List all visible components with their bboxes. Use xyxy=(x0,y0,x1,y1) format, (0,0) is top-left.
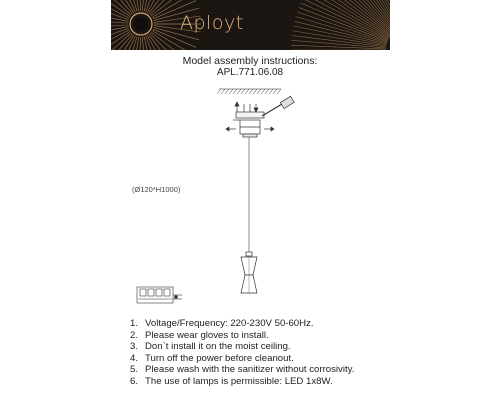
hatch-stroke xyxy=(265,89,269,94)
canopy-mount-icon xyxy=(226,96,294,137)
hatch-stroke xyxy=(253,89,257,94)
instruction-item: 5. Please wash with the sanitizer without corrosivity. xyxy=(130,364,355,376)
hatch-stroke xyxy=(217,89,221,94)
ceiling-hatch-icon xyxy=(217,89,281,94)
instruction-item: 3. Don`t install it on the moist ceiling. xyxy=(130,341,291,353)
hatch-stroke xyxy=(237,89,241,94)
instruction-item: 6. The use of lamps is permissible: LED 1x8W. xyxy=(130,375,333,387)
hatch-stroke xyxy=(225,89,229,94)
hatch-stroke xyxy=(257,89,261,94)
instructions-title: Model assembly instructions: xyxy=(182,55,318,67)
dimensions-label: (Ø120*H1000) xyxy=(132,185,181,194)
hatch-stroke xyxy=(277,89,281,94)
hatch-stroke xyxy=(221,89,225,94)
model-number: APL.771.06.08 xyxy=(216,67,284,78)
instruction-item: 2. Please wear gloves to install. xyxy=(130,329,269,341)
pendant-shade-icon xyxy=(241,252,257,293)
hatch-stroke xyxy=(245,89,249,94)
hatch-stroke xyxy=(261,89,265,94)
hatch-stroke xyxy=(233,89,237,94)
instruction-item: 4. Turn off the power before cleanout. xyxy=(130,352,294,364)
hatch-stroke xyxy=(273,89,277,94)
instruction-item: 1. Voltage/Frequency: 220-230V 50-60Hz. xyxy=(130,318,314,329)
hatch-stroke xyxy=(229,89,233,94)
brand-logo: Aployt xyxy=(180,12,244,34)
terminal-block-icon xyxy=(137,287,182,303)
hatch-stroke xyxy=(241,89,245,94)
hatch-stroke xyxy=(249,89,253,94)
instruction-list xyxy=(130,318,354,388)
hatch-stroke xyxy=(269,89,273,94)
